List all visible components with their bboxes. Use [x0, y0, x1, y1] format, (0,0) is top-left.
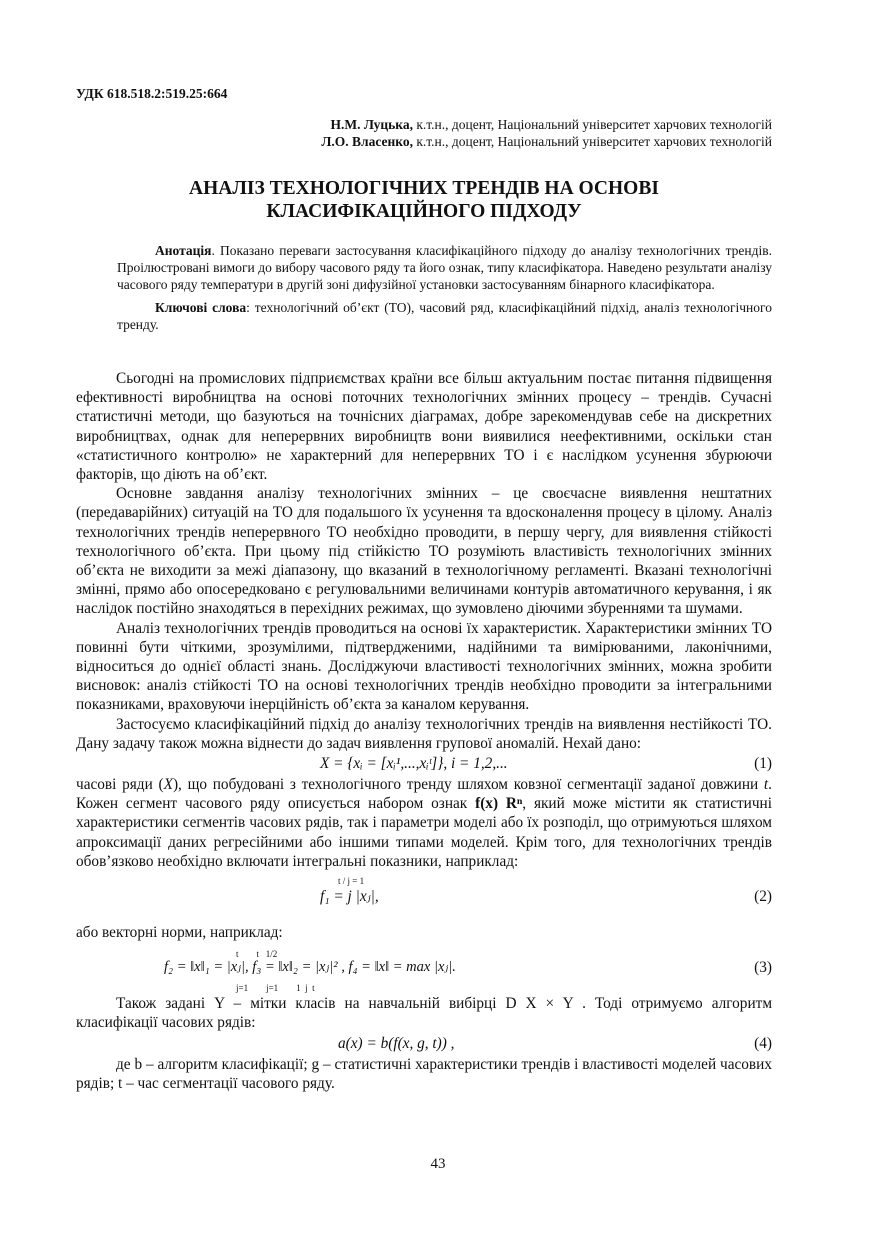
- equation-3-superscripts: t t 1/2: [236, 949, 278, 960]
- p5-var-x: X: [163, 776, 173, 794]
- equation-1-number: (1): [754, 755, 772, 773]
- equation-1-formula: X = {xᵢ = [xᵢ¹,...,xᵢᵗ]}, i = 1,2,...: [320, 755, 508, 773]
- p5-feature-set: f(x) Rⁿ: [475, 795, 523, 813]
- equation-3: [76, 943, 772, 993]
- abstract-text: . Показано переваги застосування класифікаційного підходу до аналізу технологічних трендів. Проілюстровані вимоги до вибору часового ряду та його ознак, типу класифікатора. Наведено результати аналізу часового ряду температури в другій зоні дифузійної установки застосуванням бінарного класифікатора.: [117, 243, 772, 293]
- paragraph-8: де b – алгоритм класифікації; g – статистичні характеристики трендів і властивості моделей часових рядів; t – час сегментації часового ряду.: [76, 1055, 772, 1092]
- body-text: [76, 369, 772, 1093]
- paragraph-4: Застосуємо класифікаційний підхід до аналізу технологічних трендів на виявлення нестійкості ТО. Дану задачу також можна віднести до задач виявлення групової аномалій. Нехай дано:: [76, 715, 772, 752]
- author-1-name: Н.М. Луцька,: [330, 117, 413, 132]
- abstract-label: Анотація: [155, 243, 212, 258]
- equation-3-formula: f₂ = ‖x‖₁ = |xⱼ|, f₃ = ‖x‖₂ = |xⱼ|² , f₄ = ‖x‖ = max |xⱼ|.: [164, 959, 456, 976]
- equation-2-number: (2): [754, 888, 772, 906]
- paragraph-3: Аналіз технологічних трендів проводиться на основі їх характеристик. Характеристики змінних ТО повинні бути чіткими, зрозумілими, підтвердженими, надійними та вимірюваними, лаконічними, відноситься до однієї області знань. Досліджуючи властивості технологічних змінних, можна зробити висновок: аналіз стійкості ТО на основі технологічних трендів необхідно проводити за інтегральними показниками, враховуючи інерційність об’єкта за каналом керування.: [76, 619, 772, 714]
- title-line-2: КЛАСИФІКАЦІЙНОГО ПІДХОДУ: [266, 201, 582, 222]
- paragraph-5: [76, 775, 772, 871]
- author-1: [331, 117, 772, 133]
- author-2-name: Л.О. Власенко,: [321, 134, 413, 149]
- keywords-text: : технологічний об’єкт (ТО), часовий ряд, класифікаційний підхід, аналіз технологічного тренду.: [117, 299, 772, 332]
- author-2-affiliation: к.т.н., доцент, Національний університет харчових технологій: [412, 134, 772, 149]
- title-line-1: АНАЛІЗ ТЕХНОЛОГІЧНИХ ТРЕНДІВ НА ОСНОВІ: [189, 178, 659, 199]
- p5-var-t: t: [763, 776, 769, 794]
- p5-text-e: . Кожен сегмент часового ряду описується набором ознак: [76, 776, 772, 813]
- author-2: [321, 134, 772, 150]
- keywords-paragraph: [117, 299, 772, 333]
- equation-2-sum-limits: t / j = 1: [338, 876, 365, 887]
- paper-title: [76, 177, 772, 223]
- equation-2-formula: f₁ = j |xⱼ|,: [320, 888, 379, 906]
- abstract-paragraph: [117, 242, 772, 294]
- udk-code: УДК 618.518.2:519.25:664: [76, 86, 228, 101]
- paragraph-7: Також задані Y – мітки класів на навчальній вибірці D X × Y . Тоді отримуємо алгоритм класифікації часових рядів:: [76, 995, 772, 1032]
- equation-3-number: (3): [754, 959, 772, 977]
- equation-4: [76, 1034, 772, 1054]
- p5-text-g: , який може містити як статистичні характеристики сегментів часових рядів, так і параметри моделі або їх розподіл, що отримуються шляхом апроксимації даних регресійними або іншими типами моделей. Крім того, для технологічних трендів обов’язково необхідно включати інтегральні показники, наприклад:: [76, 795, 772, 870]
- abstract-block: [117, 242, 772, 333]
- equation-3-subscripts: j=1 j=1 1 j t: [236, 983, 315, 994]
- equation-4-formula: a(x) = b(f(x, g, t)) ,: [338, 1034, 455, 1052]
- equation-4-number: (4): [754, 1034, 772, 1052]
- keywords-label: Ключові слова: [155, 299, 247, 315]
- page-number: 43: [430, 1156, 446, 1172]
- author-1-affiliation: к.т.н., доцент, Національний університет харчових технологій: [412, 117, 772, 132]
- equation-1: [76, 754, 772, 774]
- p5-text-c: ), що побудовані з технологічного тренду шляхом ковзної сегментації заданої довжини: [172, 776, 764, 794]
- p5-text-a: часові ряди (: [76, 776, 164, 794]
- paragraph-2: Основне завдання аналізу технологічних змінних – це своєчасне виявлення нештатних (передаварійних) ситуацій на ТО для подальшого їх усунення та вдосконалення процесу в цілому. Аналіз технологічних трендів неперервного ТО необхідно проводити, в першу чергу, для виявлення стійкості технологічного об’єкта. При цьому під стійкістю ТО розуміють властивість технологічних змінних об’єкта не виходити за межі діапазону, що вказаний в технологічному регламенті. Вказані технологічні змінні, прямо або опосередковано є регулювальними величинами контурів автоматичного керування, і як наслідок постійно знаходяться в перехідних режимах, що зумовлено діючими збуреннями та шумами.: [76, 485, 772, 618]
- equation-2: [76, 872, 772, 922]
- paragraph-6: або векторні норми, наприклад:: [76, 924, 283, 942]
- paragraph-1: Сьогодні на промислових підприємствах країни все більш актуальним постає питання підвищення ефективності виробництва на основі поточних технологічних змінних процесу – трендів. Сучасні статистичні методи, що базуються на точнісних діаграмах, добре зарекомендував себе на дискретних виробництвах, однак для неперервних виробництв вони виявилися неефективними, оскільки стан «статистичного контролю» не характерний для неперервних ТО і є наслідком усунення збурюючи факторів, що діють на об’єкт.: [76, 370, 772, 484]
